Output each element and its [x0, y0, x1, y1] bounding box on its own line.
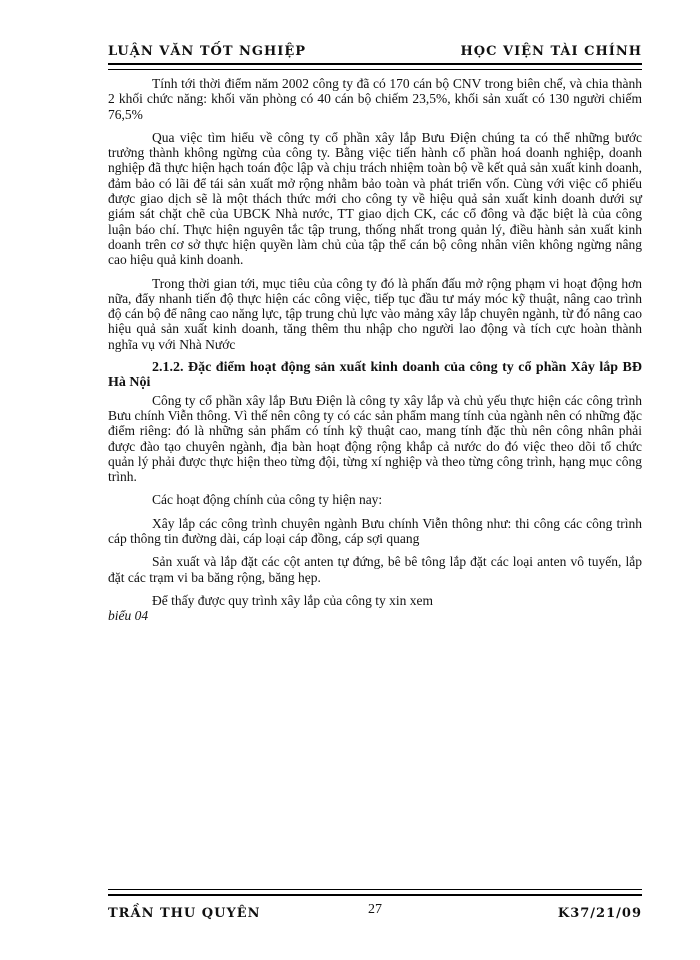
paragraph-7: Sản xuất và lắp đặt các cột anten tự đứng, bê bê tông lắp đặt các loại anten vô tuyến, lắp đặt các trạm vi ba băng rộng, băng hẹp.	[108, 554, 642, 585]
figure-reference: biểu 04	[108, 608, 149, 624]
page-body	[108, 76, 642, 632]
footer-author: TRẦN THU QUYÊN	[108, 906, 261, 921]
paragraph-2: Qua việc tìm hiểu về công ty cổ phần xây lắp Bưu Điện chúng ta có thể những bước trưởng thành không ngừng của công ty. Bằng việc tiến hành cổ phần hoá doanh nghiệp, doanh nghiệp đã thực hiện hạch toán độc lập và chịu trách nhiệm toàn bộ về kết quả sản xuất kinh doanh, đảm bảo có lãi để tái sản xuất mở rộng nhằm bảo toàn và phát triển vốn. Cùng với việc cổ phiếu được giao dịch sẽ là một thách thức mới cho công ty về hiệu quả sản xuất kinh doanh dưới sự giám sát chặt chẽ của UBCK Nhà nước, TT giao dịch CK, các cổ đông và đặc biệt là của công luận báo chí. Thực hiện nguyên tắc tập trung, thống nhất trong quản lý, điều hành sản xuất kinh doanh trên cơ sở thực hiện quyền làm chủ của tập thể cán bộ công nhân viên không ngừng nâng cao hiệu quả kinh doanh.	[108, 129, 642, 268]
section-heading: 2.1.2. Đặc điểm hoạt động sản xuất kinh doanh của công ty cổ phần Xây lắp BĐ Hà Nội	[108, 360, 642, 391]
header-rule	[108, 63, 642, 70]
paragraph-8-text: Để thấy được quy trình xây lắp của công ty xin xem	[152, 592, 434, 608]
page-number: 27	[368, 902, 382, 917]
header-left: LUẬN VĂN TỐT NGHIỆP	[108, 44, 307, 59]
header-right: HỌC VIỆN TÀI CHÍNH	[460, 44, 642, 59]
paragraph-1: Tính tới thời điểm năm 2002 công ty đã có 170 cán bộ CNV trong biên chế, và chia thành 2 khối chức năng: khối văn phòng có 40 cán bộ chiếm 23,5%, khối sản xuất có 130 người chiếm 76,5%	[108, 76, 642, 122]
paragraph-6: Xây lắp các công trình chuyên ngành Bưu chính Viễn thông như: thi công các công trình cáp thông tin đường dài, cáp loại cáp đồng, cáp sợi quang	[108, 515, 642, 547]
footer-class-code: K37/21/09	[557, 906, 642, 921]
page-footer	[108, 902, 642, 920]
paragraph-4: Công ty cổ phần xây lắp Bưu Điện là công ty xây lắp và chủ yếu thực hiện các công trình Bưu chính Viễn thông. Vì thế nên công ty có các sản phẩm mang tính của ngành nên có những đặc điểm riêng: đó là những sản phẩm có tính kỹ thuật cao, mang tính đặc thù nên công nhân phải được đào tạo chuyên ngành, địa bàn hoạt động rộng khắp cả nước do đó việc theo dõi tổ chức quản lý phải được thực hiện theo từng đội, từng xí nghiệp và theo từng công trình, hạng mục công trình.	[108, 392, 642, 485]
footer-rule	[108, 889, 642, 896]
paragraph-5: Các hoạt động chính của công ty hiện nay:	[152, 492, 383, 508]
paragraph-3: Trong thời gian tới, mục tiêu của công ty đó là phấn đấu mở rộng phạm vi hoạt động hơn nữa, đẩy nhanh tiến độ thực hiện các công việc, tiếp tục đầu tư máy móc kỹ thuật, nâng cao trình độ cán bộ để nâng cao năng lực, tập trung chủ lực vào mảng xây lắp chuyên ngành, từ đó nâng cao hiệu quả sản xuất kinh doanh, tăng thêm thu nhập cho người lao động và tích cực hoàn thành nghĩa vụ với Nhà Nước	[108, 275, 642, 352]
paragraph-8	[108, 593, 642, 624]
page-header	[108, 44, 642, 64]
